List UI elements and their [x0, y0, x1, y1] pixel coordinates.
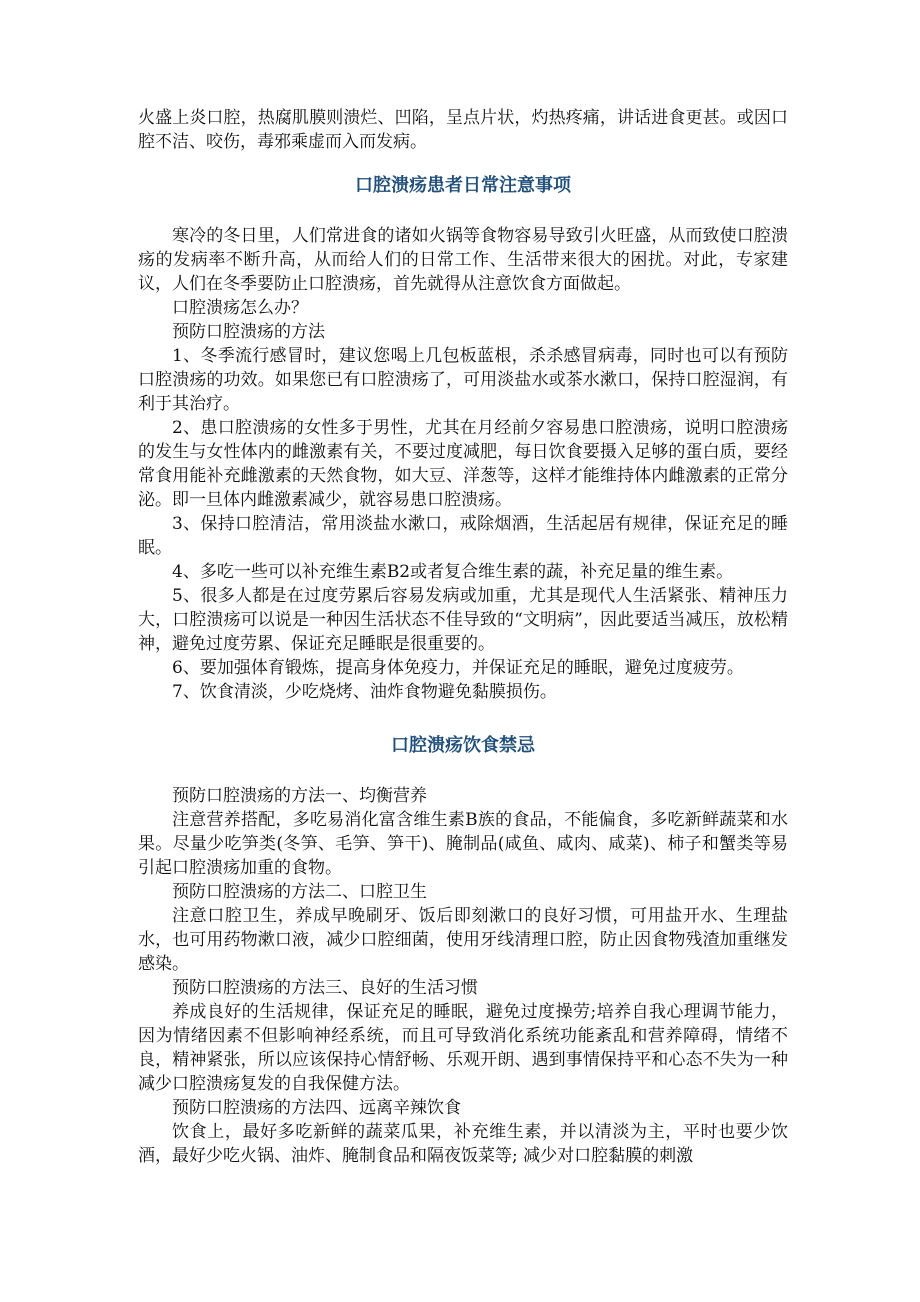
paragraph: 寒冷的冬日里，人们常进食的诸如火锅等食物容易导致引火旺盛，从而致使口腔溃疡的发病率不断升高，从而给人们的日常工作、生活带来很大的困扰。对此，专家建议，人们在冬季要防止口腔溃疡，首先就得从注意饮食方面做起。 [138, 226, 788, 294]
list-item: 3、保持口腔清洁，常用淡盐水漱口，戒除烟酒，生活起居有规律，保证充足的睡眠。 [138, 514, 788, 558]
section-daily-care-body [138, 224, 788, 704]
paragraph: 预防口腔溃疡的方法 [172, 322, 325, 342]
paragraph: 养成良好的生活规律，保证充足的睡眠，避免过度操劳;培养自我心理调节能力，因为情绪因素不但影响神经系统，而且可导致消化系统功能紊乱和营养障碍，情绪不良，精神紧张，所以应该保持心情舒畅、乐观开朗、遇到事情保持平和心态不失为一种减少口腔溃疡复发的自我保健方法。 [138, 1002, 788, 1094]
document-page [138, 106, 788, 1168]
paragraph: 饮食上，最好多吃新鲜的蔬菜瓜果，补充维生素，并以清淡为主，平时也要少饮酒，最好少吃火锅、油炸、腌制食品和隔夜饭菜等; 减少对口腔黏膜的刺激 [138, 1122, 788, 1166]
paragraph: 口腔溃疡怎么办？ [172, 298, 308, 318]
section-diet-taboos-body [138, 784, 788, 1168]
section-heading-daily-care: 口腔溃疡患者日常注意事项 [355, 175, 571, 196]
list-item: 1、冬季流行感冒时，建议您喝上几包板蓝根，杀杀感冒病毒，同时也可以有预防口腔溃疡的功效。如果您已有口腔溃疡了，可用淡盐水或茶水漱口，保持口腔湿润，有利于其治疗。 [138, 346, 788, 414]
list-item: 2、患口腔溃疡的女性多于男性，尤其在月经前夕容易患口腔溃疡，说明口腔溃疡的发生与女性体内的雌激素有关，不要过度减肥，每日饮食要摄入足够的蛋白质，要经常食用能补充雌激素的天然食物，如大豆、洋葱等，这样才能维持体内雌激素的正常分泌。即一旦体内雌激素减少，就容易患口腔溃疡。 [138, 418, 788, 510]
subheading: 预防口腔溃疡的方法四、远离辛辣饮食 [172, 1098, 461, 1118]
paragraph: 注意营养搭配，多吃易消化富含维生素B族的食品，不能偏食，多吃新鲜蔬菜和水果。尽量少吃笋类(冬笋、毛笋、笋干)、腌制品(咸鱼、咸肉、咸菜)、柿子和蟹类等易引起口腔溃疡加重的食物。 [138, 810, 788, 878]
subheading: 预防口腔溃疡的方法三、良好的生活习惯 [172, 978, 478, 998]
list-item: 5、很多人都是在过度劳累后容易发病或加重，尤其是现代人生活紧张、精神压力大，口腔溃疡可以说是一种因生活状态不佳导致的“文明病”，因此要适当减压，放松精神，避免过度劳累、保证充足睡眠是很重要的。 [138, 586, 788, 654]
list-item: 6、要加强体育锻炼，提高身体免疫力，并保证充足的睡眠，避免过度疲劳。 [172, 658, 744, 678]
subheading: 预防口腔溃疡的方法二、口腔卫生 [172, 882, 427, 902]
paragraph: 注意口腔卫生，养成早晚刷牙、饭后即刻漱口的良好习惯，可用盐开水、生理盐水，也可用药物漱口液，减少口腔细菌，使用牙线清理口腔，防止因食物残渣加重继发感染。 [138, 906, 788, 974]
list-item: 4、多吃一些可以补充维生素B2或者复合维生素的蔬，补充足量的维生素。 [172, 562, 734, 582]
list-item: 7、饮食清淡，少吃烧烤、油炸食物避免黏膜损伤。 [172, 682, 557, 702]
section-heading-diet-taboos: 口腔溃疡饮食禁忌 [391, 735, 535, 756]
subheading: 预防口腔溃疡的方法一、均衡营养 [172, 786, 427, 806]
intro-paragraph: 火盛上炎口腔，热腐肌膜则溃烂、凹陷，呈点片状，灼热疼痛，讲话进食更甚。或因口腔不洁、咬伤，毒邪乘虚而入而发病。 [138, 108, 788, 152]
